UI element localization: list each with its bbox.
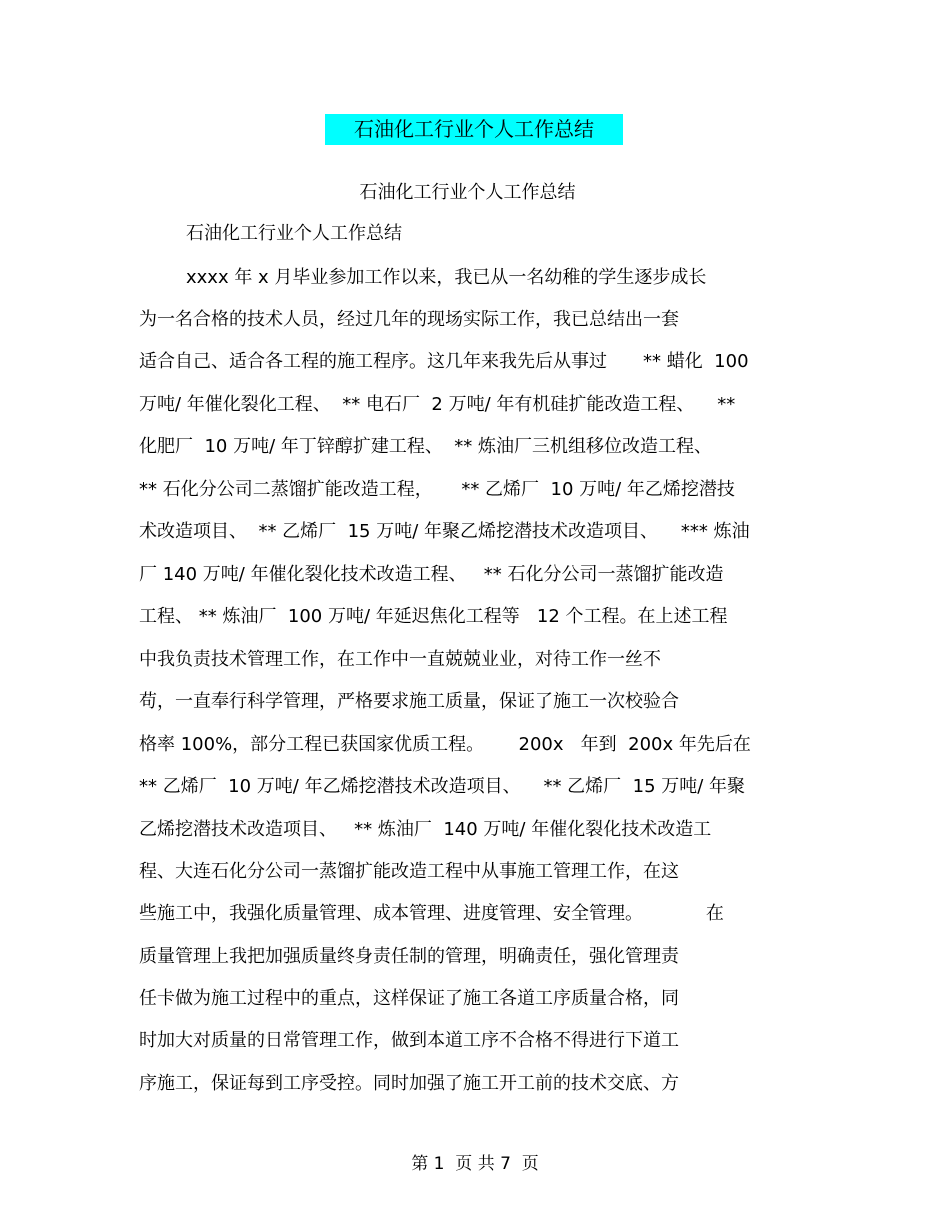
document-subtitle: 石油化工行业个人工作总结 — [359, 182, 576, 203]
body-line: 时加大对质量的日常管理工作，做到本道工序不合格不得进行下道工 — [139, 1030, 679, 1051]
body-line: 程、大连石化分公司一蒸馏扩能改造工程中从事施工管理工作，在这 — [139, 861, 679, 882]
page-number: 第 1 页 共 7 页 — [411, 1154, 539, 1174]
body-line: 中我负责技术管理工作，在工作中一直兢兢业业，对待工作一丝不 — [139, 649, 661, 670]
body-line: 适合自己、适合各工程的施工程序。这几年来我先后从事过 ** 蜡化 100 — [139, 351, 749, 372]
body-line: 术改造项目、 ** 乙烯厂 15 万吨/ 年聚乙烯挖潜技术改造项目、 *** 炼油 — [139, 521, 750, 542]
body-line: 万吨/ 年催化裂化工程、 ** 电石厂 2 万吨/ 年有机硅扩能改造工程、 ** — [139, 394, 736, 415]
body-line: 乙烯挖潜技术改造项目、 ** 炼油厂 140 万吨/ 年催化裂化技术改造工 — [139, 819, 712, 840]
body-line: 任卡做为施工过程中的重点，这样保证了施工各道工序质量合格，同 — [139, 988, 679, 1009]
section-heading: 石油化工行业个人工作总结 — [186, 223, 402, 244]
document-title: 石油化工行业个人工作总结 — [325, 114, 623, 145]
body-line: ** 乙烯厂 10 万吨/ 年乙烯挖潜技术改造项目、 ** 乙烯厂 15 万吨/ 年聚 — [139, 776, 746, 797]
body-line: xxxx 年 x 月毕业参加工作以来，我已从一名幼稚的学生逐步成长 — [186, 267, 707, 288]
body-line: 化肥厂 10 万吨/ 年丁锌醇扩建工程、 ** 炼油厂三机组移位改造工程、 — [139, 436, 713, 457]
body-line: 厂 140 万吨/ 年催化裂化技术改造工程、 ** 石化分公司一蒸馏扩能改造 — [139, 564, 724, 585]
body-line: 些施工中，我强化质量管理、成本管理、进度管理、安全管理。 在 — [139, 903, 724, 924]
body-line: 苟，一直奉行科学管理，严格要求施工质量，保证了施工一次校验合 — [139, 691, 679, 712]
body-line: 序施工，保证每到工序受控。同时加强了施工开工前的技术交底、方 — [139, 1073, 679, 1094]
body-line: 格率 100%，部分工程已获国家优质工程。 200x 年到 200x 年先后在 — [139, 734, 751, 755]
body-line: 工程、 ** 炼油厂 100 万吨/ 年延迟焦化工程等 12 个工程。在上述工程 — [139, 606, 728, 627]
body-line: ** 石化分公司二蒸馏扩能改造工程， ** 乙烯厂 10 万吨/ 年乙烯挖潜技 — [139, 479, 735, 500]
body-line: 质量管理上我把加强质量终身责任制的管理，明确责任，强化管理责 — [139, 946, 679, 967]
body-line: 为一名合格的技术人员，经过几年的现场实际工作，我已总结出一套 — [139, 309, 679, 330]
